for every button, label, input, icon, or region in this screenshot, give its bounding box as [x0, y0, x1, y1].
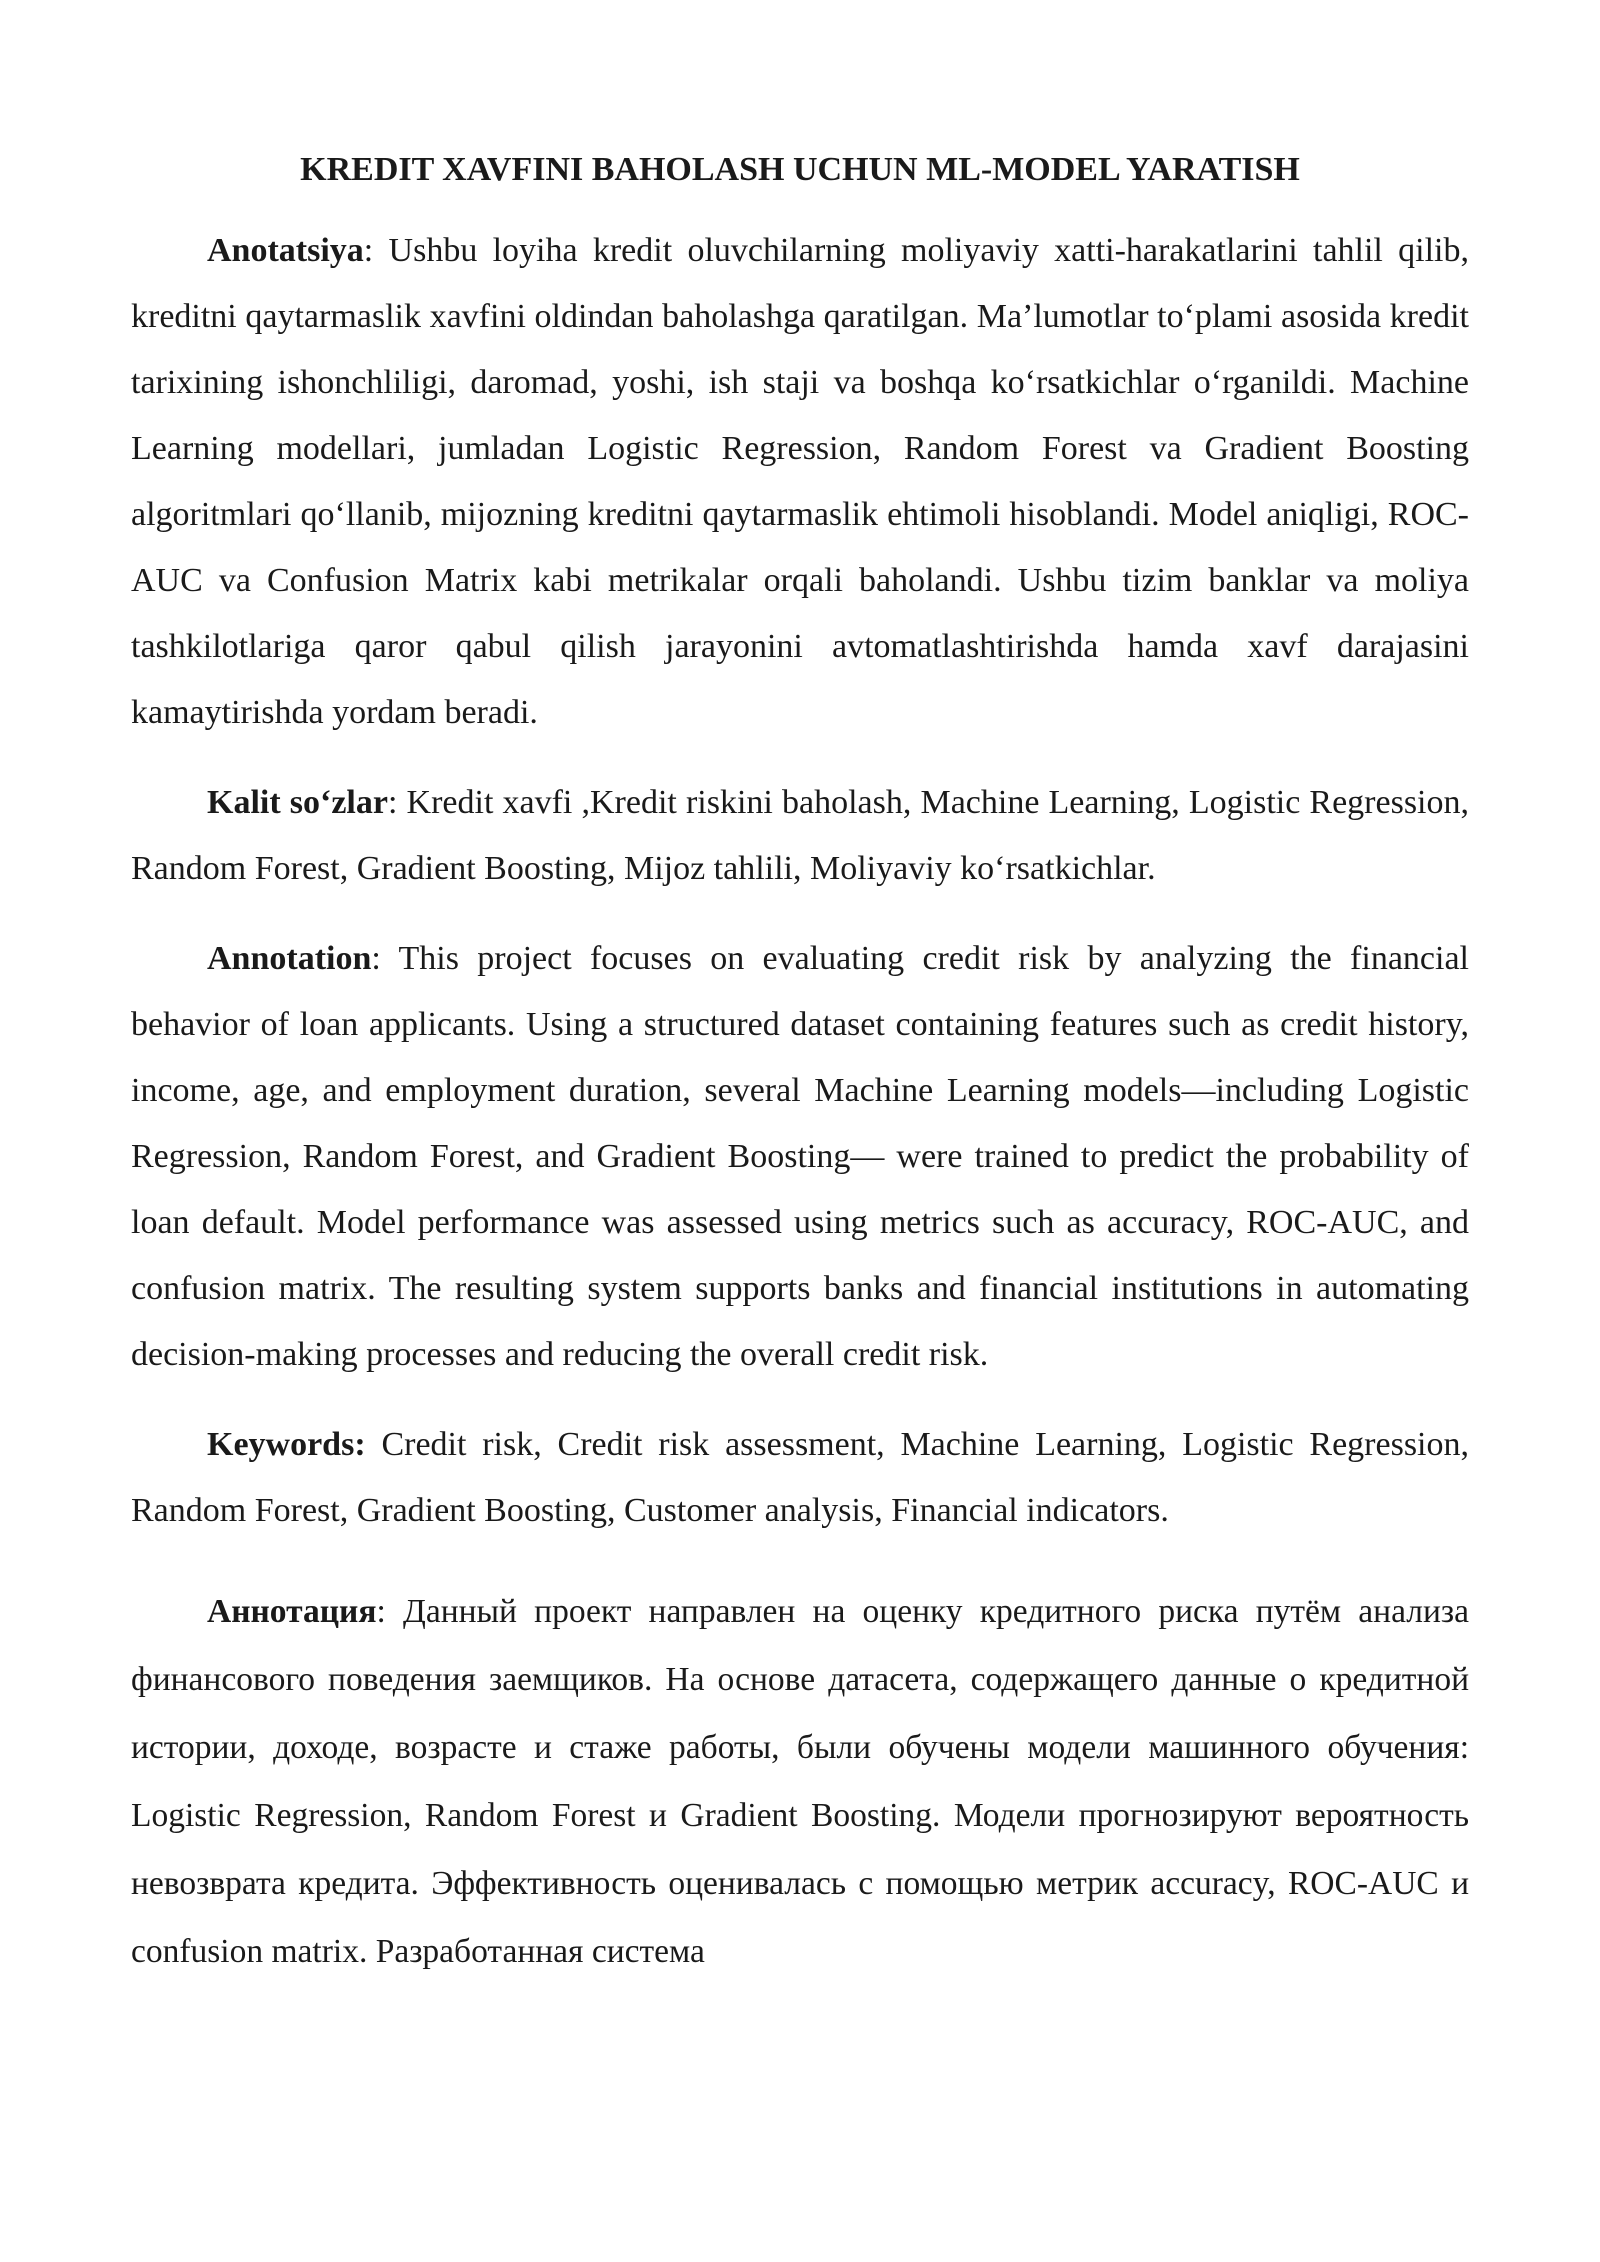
abstract-ru-text: Данный проект направлен на оценку кредитного риска путём анализа финансового поведения заемщиков. На основе датасета, содержащего данные о кредитной истории, доходе, возрасте и стаже работы, были обучены модели машинного обучения: Logistic Regression, Random Forest и Gradient Boosting. Модели прогнозируют вероятность невозврата кредита. Эффективность оценивалась с помощью метрик accuracy, ROC-AUC и confusion matrix. Разработанная система: [131, 1593, 1470, 1970]
abstract-uz-separator: :: [363, 232, 389, 269]
keywords-en: [131, 1412, 1469, 1544]
abstract-uz: [131, 218, 1469, 746]
abstract-ru: [131, 1578, 1469, 1986]
abstract-ru-heading: Аннотация: [207, 1593, 377, 1630]
keywords-en-text: Credit risk, Credit risk assessment, Machine Learning, Logistic Regression, Random Forest, Gradient Boosting, Customer analysis, Financial indicators.: [131, 1426, 1470, 1529]
abstract-ru-separator: :: [376, 1593, 403, 1630]
abstract-uz-text: Ushbu loyiha kredit oluvchilarning moliyaviy xatti-harakatlarini tahlil qilib, kreditni qaytarmaslik xavfini oldindan baholashga qaratilgan. Ma’lumotlar to‘plami asosida kredit tarixining ishonchliligi, daromad, yoshi, ish staji va boshqa ko‘rsatkichlar o‘rganildi. Machine Learning modellari, jumladan Logistic Regression, Random Forest va Gradient Boosting algoritmlari qo‘llanib, mijozning kreditni qaytarmaslik ehtimoli hisoblandi. Model aniqligi, ROC-AUC va Confusion Matrix kabi metrikalar orqali baholandi. Ushbu tizim banklar va moliya tashkilotlariga qaror qabul qilish jarayonini avtomatlashtirishda hamda xavf darajasini kamaytirishda yordam beradi.: [131, 232, 1469, 731]
keywords-en-heading: Keywords:: [207, 1426, 366, 1463]
keywords-uz-text: Kredit xavfi ,Kredit riskini baholash, Machine Learning, Logistic Regression, Random Forest, Gradient Boosting, Mijoz tahlili, Moliyaviy ko‘rsatkichlar.: [131, 784, 1470, 887]
abstract-uz-heading: Anotatsiya: [207, 232, 364, 269]
document-title: KREDIT XAVFINI BAHOLASH UCHUN ML-MODEL YARATISH: [300, 151, 1300, 188]
abstract-en-separator: :: [371, 940, 399, 977]
keywords-uz: [131, 770, 1469, 902]
abstract-en-heading: Annotation: [207, 940, 372, 977]
keywords-uz-separator: :: [387, 784, 407, 821]
document-page: [131, 150, 1469, 2010]
abstract-en-text: This project focuses on evaluating credit risk by analyzing the financial behavior of loan applicants. Using a structured dataset containing features such as credit history, income, age, and employment duration, several Machine Learning models—including Logistic Regression, Random Forest, and Gradient Boosting— were trained to predict the probability of loan default. Model performance was assessed using metrics such as accuracy, ROC-AUC, and confusion matrix. The resulting system supports banks and financial institutions in automating decision-making processes and reducing the overall credit risk.: [131, 940, 1469, 1373]
abstract-en: [131, 926, 1469, 1388]
keywords-uz-heading: Kalit so‘zlar: [207, 784, 388, 821]
keywords-en-separator: [366, 1426, 382, 1463]
